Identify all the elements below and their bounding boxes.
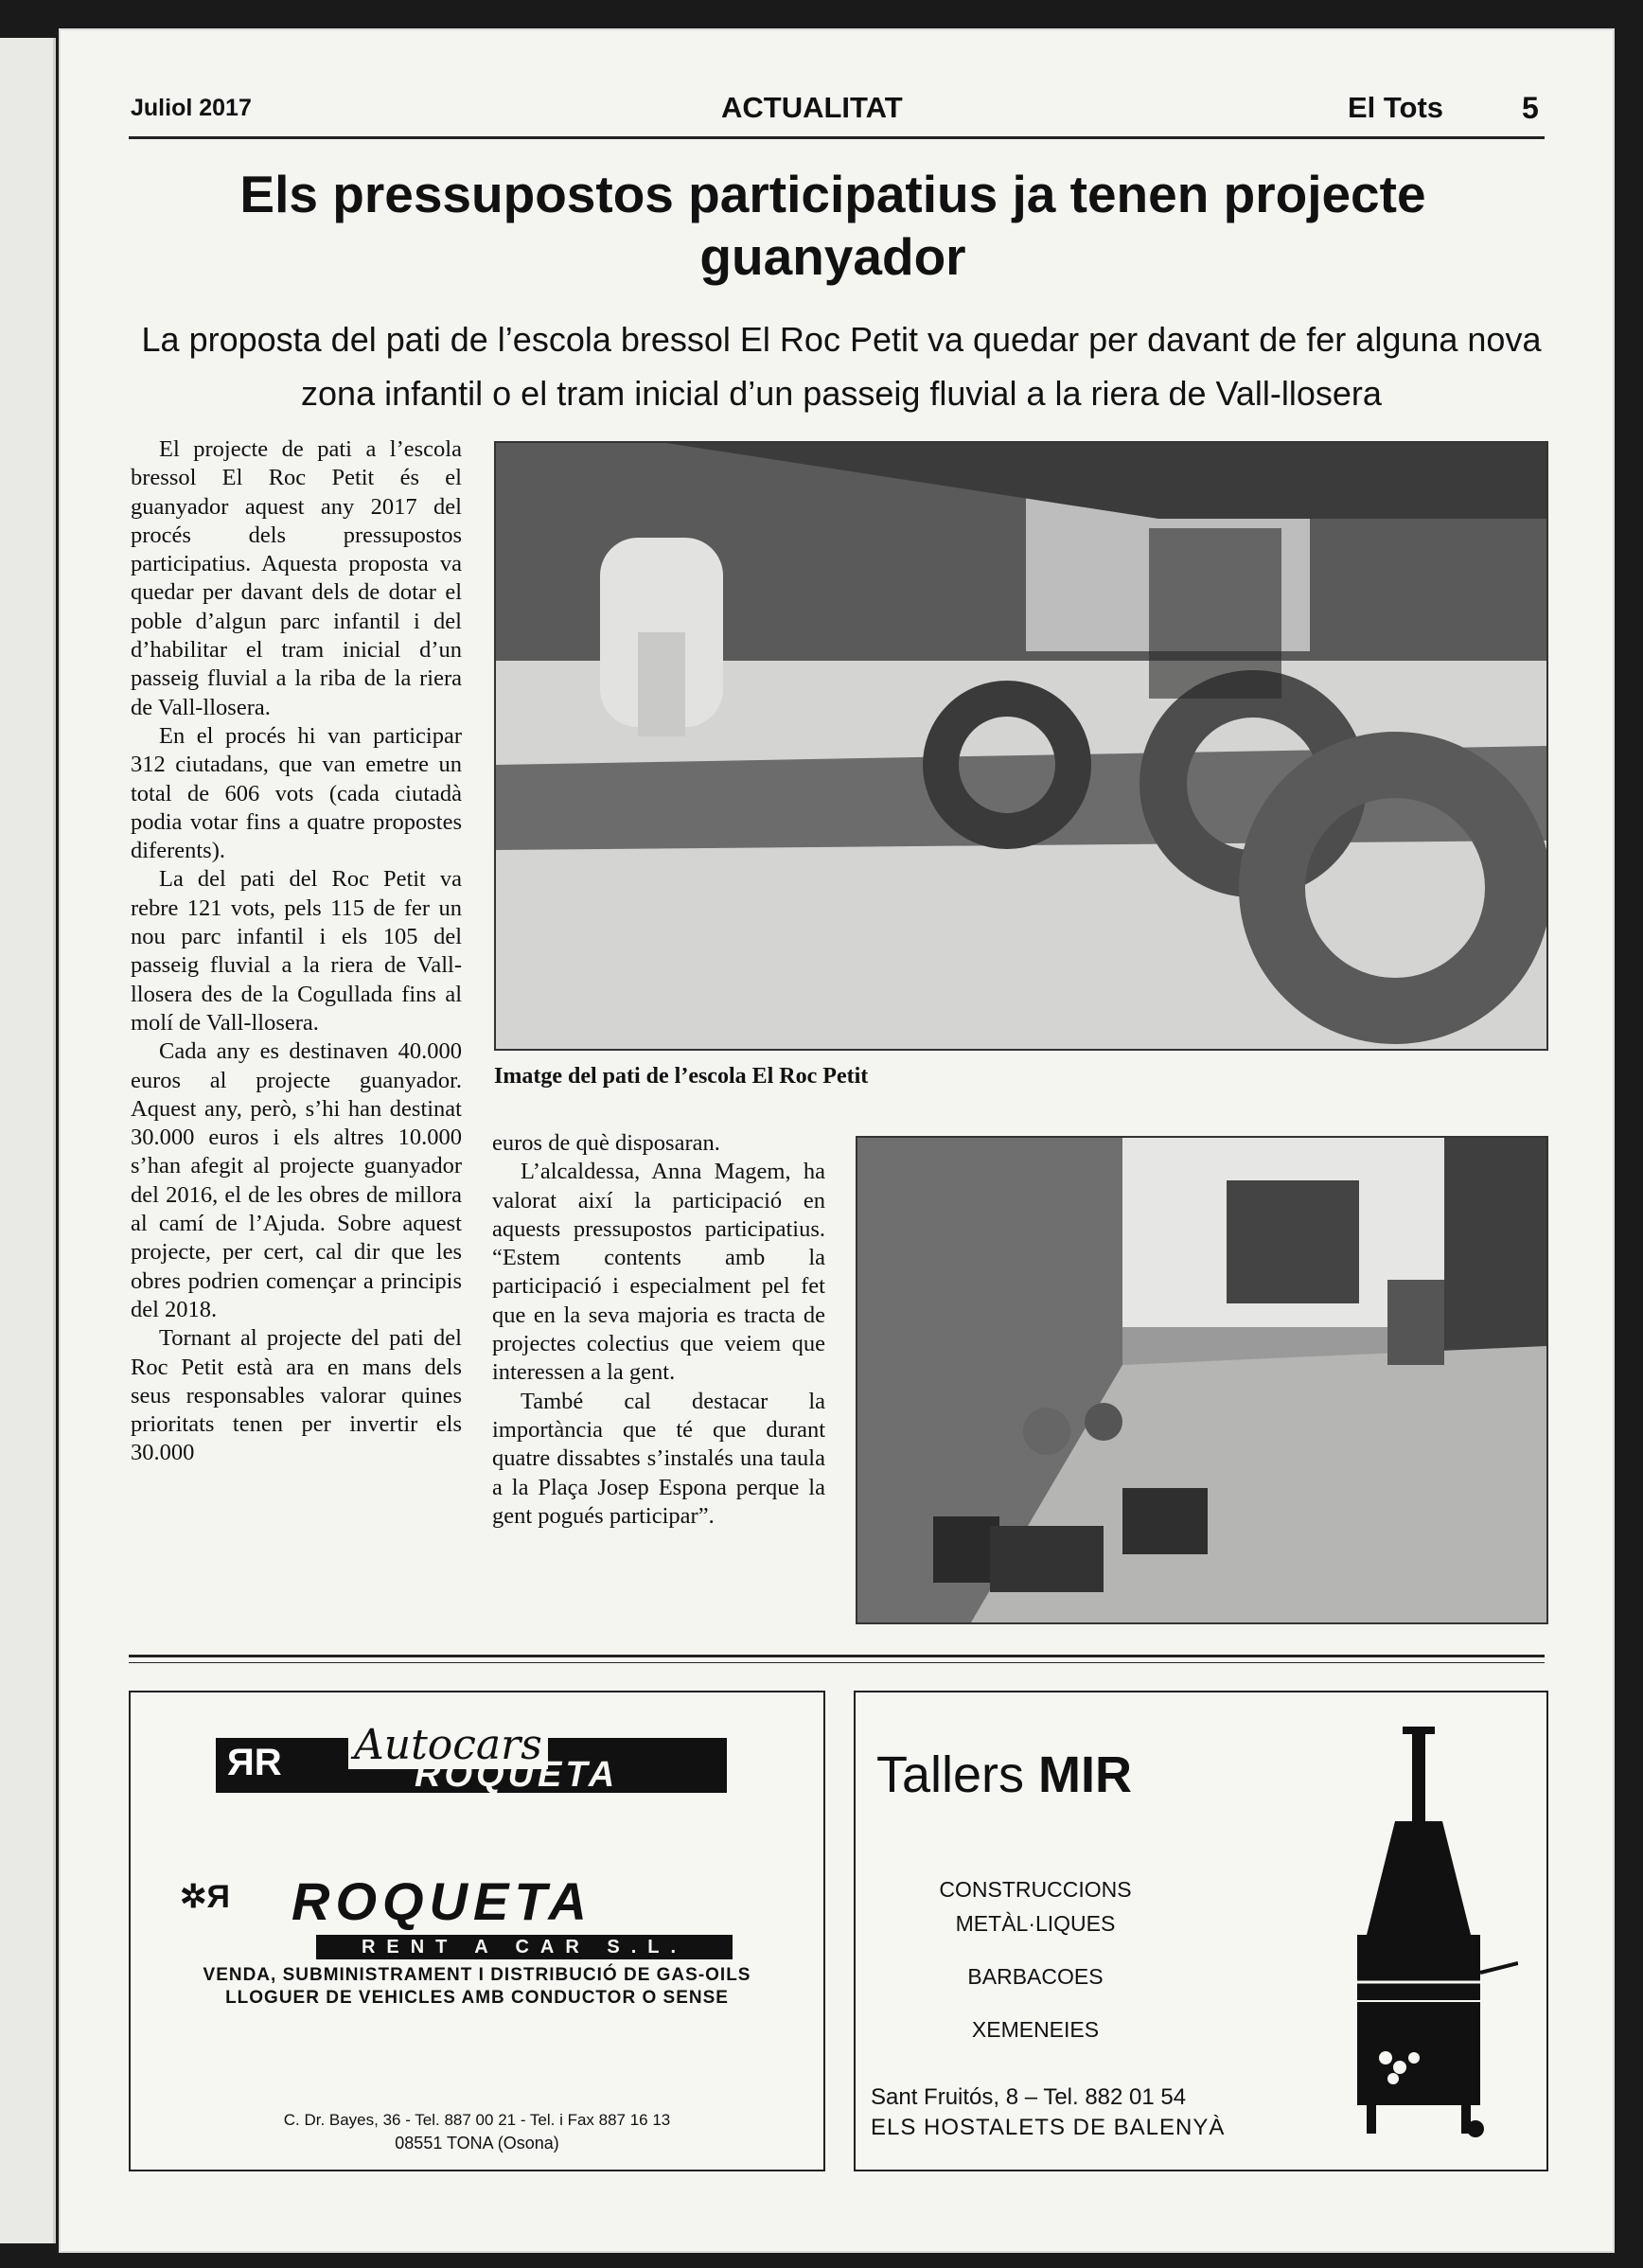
tallers-mir-address: Sant Fruitós, 8 – Tel. 882 01 54: [871, 2084, 1187, 2110]
tallers-mir-services: [893, 1872, 1177, 2047]
previous-page-edge: [0, 38, 56, 2243]
roqueta-brand: ROQUETA: [292, 1871, 592, 1931]
paragraph: El projecte de pati a l’escola bressol El Roc Petit és el guanyador aquest any 2017 del procés dels pressupostos participatius. Aquesta proposta va quedar per davant dels de dotar el poble d’algun parc infantil i del d’habilitar el tram inicial d’un passeig fluvial a la riba de la riera de Vall-llosera.: [131, 436, 462, 720]
photo-caption: Imatge del pati de l’escola El Roc Petit: [494, 1064, 869, 1089]
tallers-mir-advertisement: [854, 1691, 1548, 2171]
service-item: METÀL·LIQUES: [955, 1911, 1116, 1936]
service-item: BARBACOES: [967, 1964, 1104, 1989]
paragraph: També cal destacar la importància que té que durant quatre dissabtes s’instalés una taula a la Plaça Josep Espona perque la gent pogués participar”.: [492, 1388, 825, 1529]
article-subtitle: La proposta del pati de l’escola bressol El Roc Petit va quedar per davant de fer alguna nova zona infantil o el tram inicial d’un passeig fluvial a la riera de Vall-llosera: [141, 320, 1542, 413]
page-number: 5: [1522, 91, 1539, 125]
playground-photo: [494, 441, 1548, 1051]
mir-word: MIR: [1038, 1746, 1133, 1803]
header-rule: [129, 136, 1545, 139]
tallers-mir-city: ELS HOSTALETS DE BALENYÀ: [871, 2115, 1226, 2140]
roqueta-rr-icon: ЯR: [227, 1742, 282, 1783]
playground-photo-image: [496, 443, 1546, 1049]
publication-name: El Tots: [1348, 91, 1444, 124]
tallers-word: Tallers: [876, 1746, 1039, 1803]
paragraph: L’alcaldessa, Anna Magem, ha valorat així la participació en aquests pressupostos participatius. “Estem contents amb la participació i especialment pel fet que en la seva majoria es tracta de projectes colectius que veiem que interessen a la gent.: [492, 1159, 825, 1386]
article-column-2: [492, 1129, 825, 1531]
roqueta-city: 08551 TONA (Osona): [395, 2134, 559, 2153]
article-column-1: [131, 435, 462, 1468]
courtyard-photo-image: [857, 1138, 1546, 1622]
section-title: ACTUALITAT: [721, 91, 903, 124]
roqueta-line-2: LLOGUER DE VEHICLES AMB CONDUCTOR O SENSE: [225, 1988, 729, 2008]
roqueta-advertisement: [129, 1691, 825, 2171]
paragraph: En el procés hi van participar 312 ciutadans, que van emetre un total de 606 vots (cada ciutadà podia votar fins a quatre propostes diferents).: [131, 722, 462, 864]
tallers-mir-name: [876, 1745, 1132, 1804]
paragraph: La del pati del Roc Petit va rebre 121 vots, pels 115 de fer un nou parc infantil i els 105 del passeig fluvial a la riera de Vall-llosera des de la Cogullada fins al molí de Vall-llosera.: [131, 866, 462, 1036]
section-divider-thin: [129, 1662, 1545, 1663]
rent-a-car-bar: RENT A CAR S.L.: [316, 1935, 733, 1959]
autocars-script: Autocars: [348, 1721, 548, 1769]
newspaper-page: [59, 28, 1615, 2253]
roqueta-address: C. Dr. Bayes, 36 - Tel. 887 00 21 - Tel. i Fax 887 16 13: [283, 2111, 671, 2129]
paragraph: Tornant al projecte del pati del Roc Petit està ara en mans dels seus responsables valorar quines prioritats tenen per invertir els 30.000: [131, 1325, 462, 1466]
roqueta-logo-name: ROQUETA: [415, 1755, 619, 1795]
service-item: CONSTRUCCIONS: [939, 1877, 1132, 1902]
article-title: Els pressupostos participatius ja tenen projecte guanyador: [239, 165, 1426, 286]
issue-date: Juliol 2017: [131, 95, 252, 121]
section-divider: [129, 1655, 1545, 1657]
courtyard-photo: [856, 1136, 1548, 1624]
barbecue-illustration: [1329, 1727, 1518, 2143]
service-item: XEMENEIES: [971, 2017, 1100, 2042]
roqueta-line-1: VENDA, SUBMINISTRAMENT I DISTRIBUCIÓ DE GAS-OILS: [203, 1965, 751, 1985]
paragraph: Cada any es destinaven 40.000 euros al projecte guanyador. Aquest any, però, s’hi han destinat 30.000 euros i els altres 10.000 s’han afegit al projecte guanyador del 2016, el de les obres de millora al camí de l’Ajuda. Sobre aquest projecte, per cert, cal dir que les obres podrien començar a principis del 2018.: [131, 1038, 462, 1322]
paragraph: euros de què disposaran.: [492, 1130, 720, 1156]
roqueta-star-icon: ✲Я: [180, 1879, 230, 1915]
